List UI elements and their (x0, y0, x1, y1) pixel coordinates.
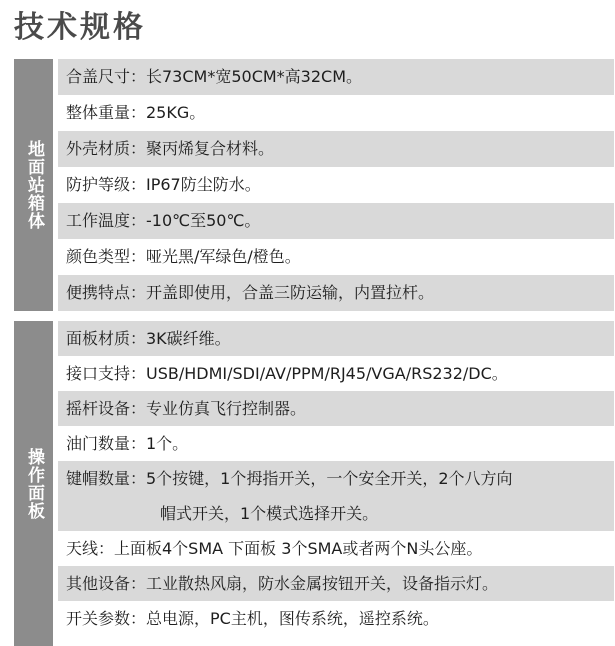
ground-station-section (14, 59, 614, 311)
spec-row (58, 203, 614, 239)
spec-text: 油门数量：1个。 (66, 433, 189, 453)
spec-row (58, 59, 614, 95)
spec-text: 键帽数量：5个按键，1个拇指开关，一个安全开关，2个八方向 (66, 468, 513, 488)
spec-row (58, 566, 614, 601)
spec-text: 帽式开关，1个模式选择开关。 (160, 503, 379, 523)
spec-text: 面板材质：3K碳纤维。 (66, 328, 231, 348)
spec-row-continued (58, 496, 614, 531)
ground-station-spec-list (58, 59, 614, 311)
spec-row (58, 275, 614, 311)
spec-row (58, 239, 614, 275)
ground-station-label-text: 地面站箱体 (24, 140, 44, 230)
operation-panel-section (14, 321, 614, 646)
page-title: 技术规格 (14, 10, 146, 45)
spec-text: 其他设备：工业散热风扇，防水金属按钮开关，设备指示灯。 (66, 573, 499, 593)
spec-row (58, 167, 614, 203)
spec-text: 防护等级：IP67防尘防水。 (66, 175, 261, 194)
operation-panel-label (14, 321, 53, 646)
spec-text: 接口支持：USB/HDMI/SDI/AV/PPM/RJ45/VGA/RS232/DC。 (66, 363, 508, 383)
spec-row (58, 461, 614, 496)
spec-text: 摇杆设备：专业仿真飞行控制器。 (66, 398, 307, 418)
spec-text: 整体重量：25KG。 (66, 103, 206, 122)
spec-text: 颜色类型：哑光黑/军绿色/橙色。 (66, 247, 301, 266)
operation-panel-spec-list (58, 321, 614, 646)
spec-text: 外壳材质：聚丙烯复合材料。 (66, 139, 275, 158)
spec-row (58, 356, 614, 391)
spec-text: 便携特点：开盖即使用，合盖三防运输，内置拉杆。 (66, 283, 435, 302)
spec-row (58, 95, 614, 131)
spec-text: 天线：上面板4个SMA 下面板 3个SMA或者两个N头公座。 (66, 538, 483, 558)
spec-text: 合盖尺寸：长73CM*宽50CM*高32CM。 (66, 67, 363, 86)
spec-text: 工作温度：-10℃至50℃。 (66, 211, 261, 230)
spec-row (58, 601, 614, 636)
spec-row (58, 131, 614, 167)
spec-row (58, 531, 614, 566)
operation-panel-label-text: 操作面板 (24, 447, 44, 520)
spec-row (58, 321, 614, 356)
ground-station-label (14, 59, 53, 311)
spec-row (58, 391, 614, 426)
spec-row (58, 426, 614, 461)
spec-text: 开关参数：总电源，PC主机，图传系统，遥控系统。 (66, 608, 439, 628)
